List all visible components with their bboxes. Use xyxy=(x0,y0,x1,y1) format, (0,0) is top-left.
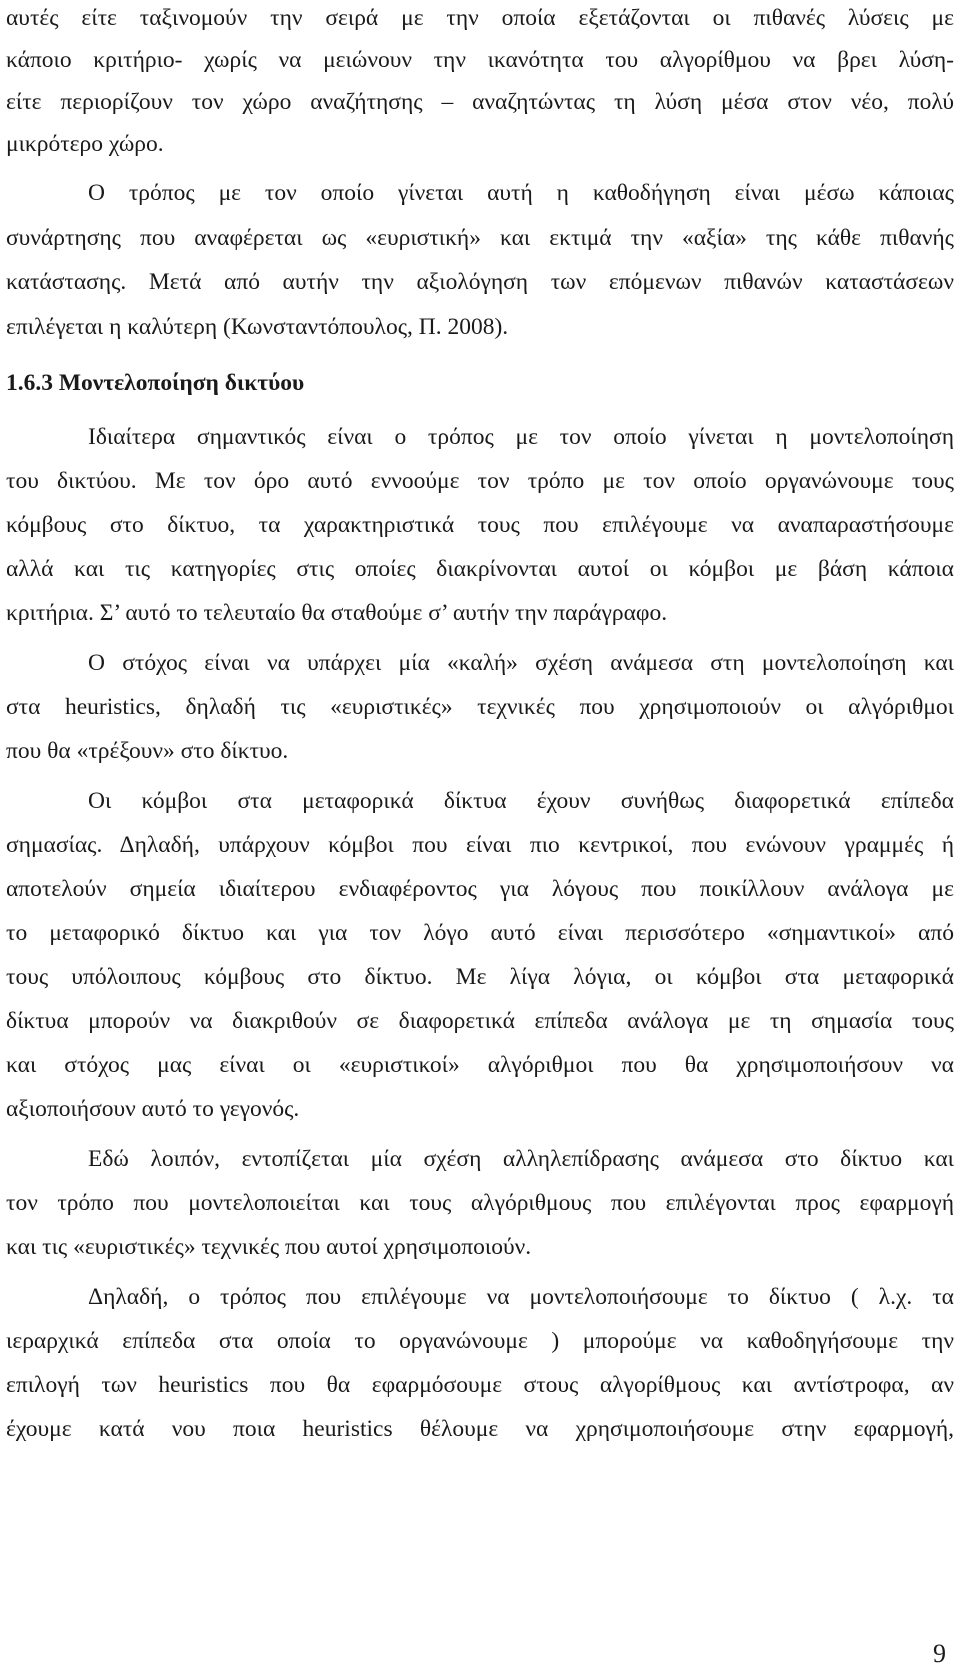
text-line: είτε περιορίζουν τον χώρο αναζήτησης – αναζητώντας τη λύση μέσα στον νέο, πολύ xyxy=(6,89,954,115)
text-line: επιλογή των heuristics που θα εφαρμόσουμε στους αλγορίθμους και αντίστροφα, αν xyxy=(6,1372,954,1398)
text-line: μικρότερο χώρο. xyxy=(6,131,164,157)
text-line: δίκτυα μπορούν να διακριθούν σε διαφορετικά επίπεδα ανάλογα με τη σημασία τους xyxy=(6,1008,954,1034)
text-line: συνάρτησης που αναφέρεται ως «ευριστική» και εκτιμά την «αξία» της κάθε πιθανής xyxy=(6,225,954,251)
text-line: επιλέγεται η καλύτερη (Κωνσταντόπουλος, Π. 2008). xyxy=(6,314,509,340)
text-line: Εδώ λοιπόν, εντοπίζεται μία σχέση αλληλεπίδρασης ανάμεσα στο δίκτυο και xyxy=(88,1146,954,1172)
text-line: τον τρόπο που μοντελοποιείται και τους αλγόριθμους που επιλέγονται προς εφαρμογή xyxy=(6,1190,954,1216)
text-line: και τις «ευριστικές» τεχνικές που αυτοί χρησιμοποιούν. xyxy=(6,1234,532,1260)
text-line: του δικτύου. Με τον όρο αυτό εννοούμε τον τρόπο με τον οποίο οργανώνουμε τους xyxy=(6,468,954,494)
text-line: αλλά και τις κατηγορίες στις οποίες διακρίνονται αυτοί οι κόμβοι με βάση κάποια xyxy=(6,556,954,582)
page-number: 9 xyxy=(933,1639,946,1668)
text-line: κριτήρια. Σ’ αυτό το τελευταίο θα σταθούμε σ’ αυτήν την παράγραφο. xyxy=(6,600,668,626)
text-line: τους υπόλοιπους κόμβους στο δίκτυο. Με λίγα λόγια, οι κόμβοι στα μεταφορικά xyxy=(6,964,954,990)
text-line: Οι κόμβοι στα μεταφορικά δίκτυα έχουν συνήθως διαφορετικά επίπεδα xyxy=(88,788,954,814)
text-line: Ο στόχος είναι να υπάρχει μία «καλή» σχέση ανάμεσα στη μοντελοποίηση και xyxy=(88,650,954,676)
section-heading: 1.6.3 Μοντελοποίηση δικτύου xyxy=(6,370,305,396)
text-line: Ο τρόπος με τον οποίο γίνεται αυτή η καθοδήγηση είναι μέσω κάποιας xyxy=(88,180,954,206)
text-line: στα heuristics, δηλαδή τις «ευριστικές» τεχνικές που χρησιμοποιούν οι αλγόριθμοι xyxy=(6,694,954,720)
text-line: σημασίας. Δηλαδή, υπάρχουν κόμβοι που είναι πιο κεντρικοί, που ενώνουν γραμμές ή xyxy=(6,832,954,858)
text-line: αξιοποιήσουν αυτό το γεγονός. xyxy=(6,1096,300,1122)
text-line: το μεταφορικό δίκτυο και για τον λόγο αυτό είναι περισσότερο «σημαντικοί» από xyxy=(6,920,954,946)
text-line: Ιδιαίτερα σημαντικός είναι ο τρόπος με τον οποίο γίνεται η μοντελοποίηση xyxy=(88,424,954,450)
text-line: κάποιο κριτήριο- χωρίς να μειώνουν την ικανότητα του αλγορίθμου να βρει λύση- xyxy=(6,47,954,73)
text-line: αποτελούν σημεία ιδιαίτερου ενδιαφέροντος για λόγους που ποικίλλουν ανάλογα με xyxy=(6,876,954,902)
text-line: που θα «τρέξουν» στο δίκτυο. xyxy=(6,738,289,764)
text-line: Δηλαδή, ο τρόπος που επιλέγουμε να μοντελοποιήσουμε το δίκτυο ( λ.χ. τα xyxy=(88,1284,954,1310)
text-line: κατάστασης. Μετά από αυτήν την αξιολόγηση των επόμενων πιθανών καταστάσεων xyxy=(6,269,954,295)
text-line: ιεραρχικά επίπεδα στα οποία το οργανώνουμε ) μπορούμε να καθοδηγήσουμε την xyxy=(6,1328,954,1354)
text-line: έχουμε κατά νου ποια heuristics θέλουμε να χρησιμοποιήσουμε στην εφαρμογή, xyxy=(6,1416,954,1442)
text-line: αυτές είτε ταξινομούν την σειρά με την οποία εξετάζονται οι πιθανές λύσεις με xyxy=(6,5,954,31)
text-line: και στόχος μας είναι οι «ευριστικοί» αλγόριθμοι που θα χρησιμοποιήσουν να xyxy=(6,1052,954,1078)
text-line: κόμβους στο δίκτυο, τα χαρακτηριστικά τους που επιλέγουμε να αναπαραστήσουμε xyxy=(6,512,954,538)
